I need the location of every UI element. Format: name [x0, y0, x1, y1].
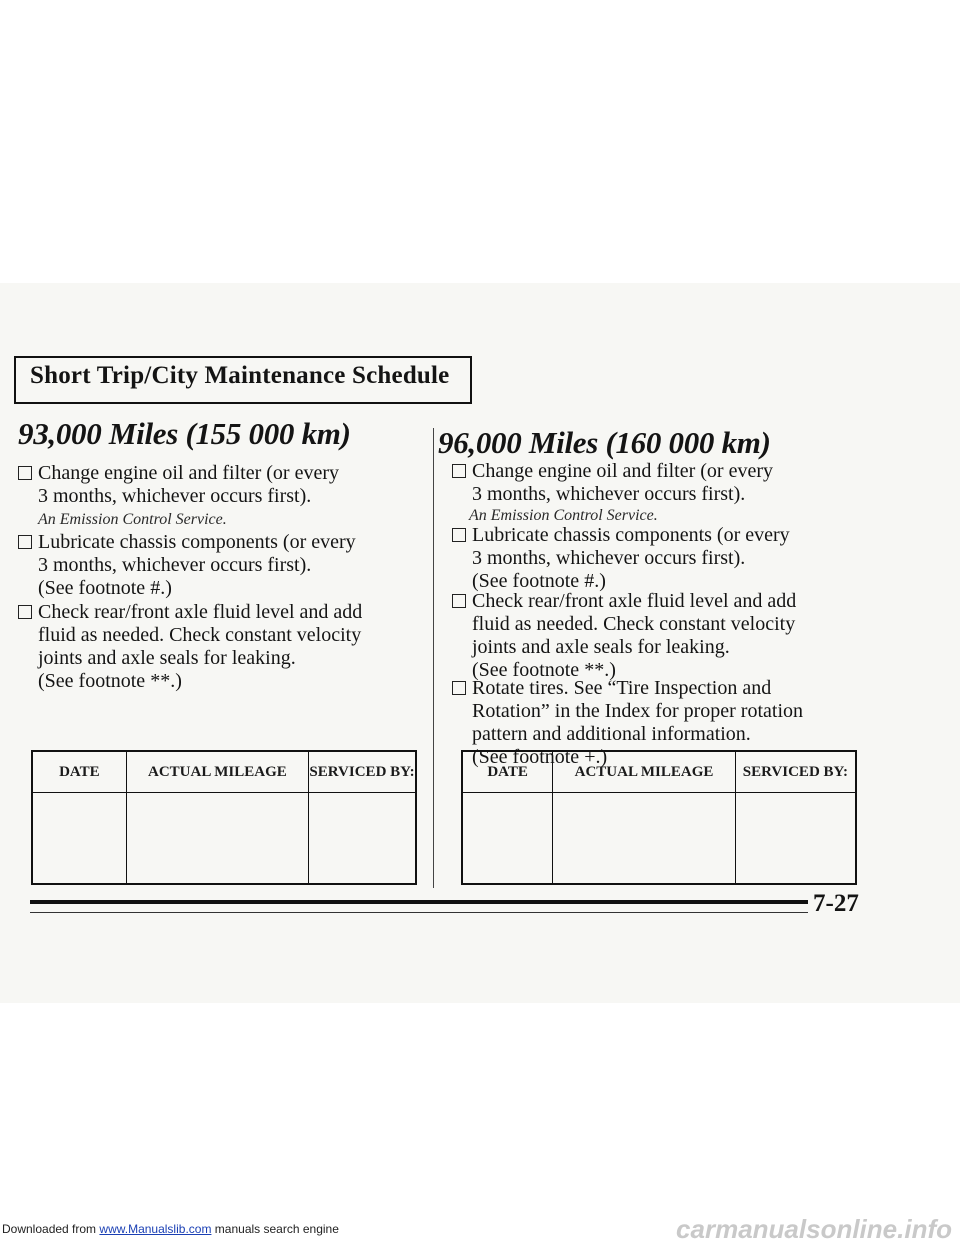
right-item-3-text: Check rear/front axle fluid level and add fluid as needed. Check constant velocity joints and axle seals for leaking. (See footnote **.) [472, 590, 797, 681]
serviced-by-column-header: SERVICED BY: [735, 751, 856, 793]
checkbox-icon[interactable] [452, 528, 466, 542]
table-row [32, 793, 416, 885]
page-number: 7-27 [813, 890, 859, 917]
right-item-1-text: Change engine oil and filter (or every 3 months, whichever occurs first). [472, 460, 773, 505]
left-service-log-table [31, 750, 417, 885]
left-checklist-item-1 [18, 462, 418, 508]
top-margin [0, 0, 960, 283]
left-item-3-text: Check rear/front axle fluid level and add fluid as needed. Check constant velocity joints and axle seals for leaking. (See footnote **.) [38, 601, 363, 692]
right-checklist-item-1 [452, 460, 852, 506]
date-column-header: DATE [32, 751, 126, 793]
right-emission-note: An Emission Control Service. [469, 507, 658, 524]
credit-prefix: Downloaded from [2, 1222, 97, 1236]
mileage-cell[interactable] [126, 793, 308, 885]
left-checklist-item-3 [18, 601, 418, 693]
checkbox-icon[interactable] [18, 605, 32, 619]
table-header-row [32, 751, 416, 793]
serviced-by-column-header: SERVICED BY: [309, 751, 416, 793]
left-item-2-text: Lubricate chassis components (or every 3 months, whichever occurs first). (See footnote #.) [38, 531, 356, 599]
footer-rule-thin [30, 912, 808, 913]
left-item-1-text: Change engine oil and filter (or every 3 months, whichever occurs first). [38, 462, 339, 507]
serviced-by-cell[interactable] [735, 793, 856, 885]
download-credit [2, 1222, 339, 1236]
checkbox-icon[interactable] [18, 466, 32, 480]
checkbox-icon[interactable] [18, 535, 32, 549]
right-section-title: 96,000 Miles (160 000 km) [438, 425, 771, 460]
table-header-row [462, 751, 856, 793]
right-item-2-text: Lubricate chassis components (or every 3 months, whichever occurs first). (See footnote #.) [472, 524, 790, 592]
right-checklist-item-2 [452, 524, 852, 593]
right-item-4-text: Rotate tires. See “Tire Inspection and Rotation” in the Index for proper rotation pattern and additional information. (See footnote +.) [472, 677, 804, 768]
mileage-column-header: ACTUAL MILEAGE [126, 751, 308, 793]
table-row [462, 793, 856, 885]
checkbox-icon[interactable] [452, 464, 466, 478]
right-checklist-item-3 [452, 590, 852, 682]
left-section-title: 93,000 Miles (155 000 km) [18, 416, 351, 451]
mileage-column-header: ACTUAL MILEAGE [553, 751, 736, 793]
date-cell[interactable] [32, 793, 126, 885]
serviced-by-cell[interactable] [309, 793, 416, 885]
date-column-header: DATE [462, 751, 553, 793]
left-checklist-item-2 [18, 531, 418, 600]
page-header-title: Short Trip/City Maintenance Schedule [30, 362, 450, 389]
checkbox-icon[interactable] [452, 681, 466, 695]
watermark: carmanualsonline.info [676, 1214, 952, 1244]
manualslib-link[interactable]: www.Manualslib.com [99, 1222, 212, 1236]
credit-suffix: manuals search engine [214, 1222, 339, 1236]
date-cell[interactable] [462, 793, 553, 885]
column-divider [433, 428, 434, 888]
left-emission-note: An Emission Control Service. [38, 511, 227, 528]
footer-rule-thick [30, 900, 808, 904]
checkbox-icon[interactable] [452, 594, 466, 608]
mileage-cell[interactable] [553, 793, 736, 885]
right-service-log-table [461, 750, 857, 885]
